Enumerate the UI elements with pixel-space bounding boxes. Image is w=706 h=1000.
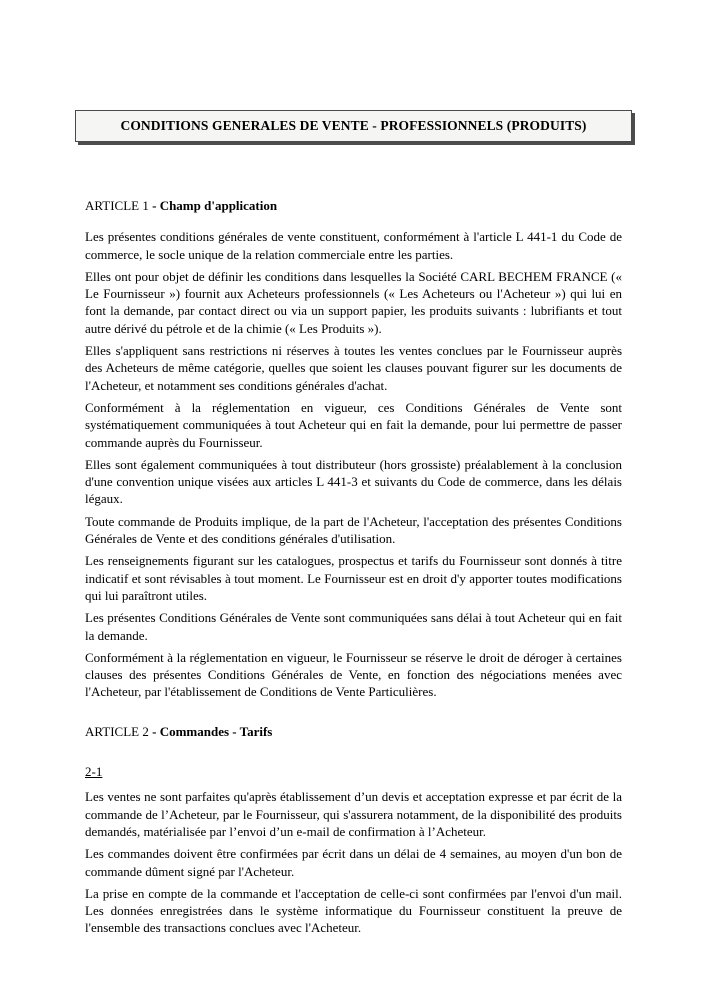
article-1-paragraph: Les renseignements figurant sur les catalogues, prospectus et tarifs du Fournisseur sont donnés à titre indicatif et sont révisables à tout moment. Le Fournisseur est en droit d'y apporter toutes modifications qui lui paraîtront utiles. xyxy=(85,553,622,603)
document-title-box xyxy=(75,110,632,142)
article-1-subject: - Champ d'application xyxy=(152,198,278,213)
article-2-paragraph: Les ventes ne sont parfaites qu'après établissement d’un devis et acceptation expresse et par écrit de la commande de l’Acheteur, par le Fournisseur, qui s'assurera notamment, de la disponibilité des produits demandés, matérialisée par l’envoi d’un e-mail de confirmation à l’Acheteur. xyxy=(85,789,622,839)
article-2-subject: - Commandes - Tarifs xyxy=(152,723,273,739)
article-1-heading xyxy=(85,197,622,214)
article-1-paragraph: Toute commande de Produits implique, de la part de l'Acheteur, l'acceptation des présentes Conditions Générales de Vente et des conditions générales d'utilisation. xyxy=(85,513,622,547)
document-title: CONDITIONS GENERALES DE VENTE - PROFESSIONNELS (PRODUITS) xyxy=(120,118,587,133)
section-label-2-1: 2-1 xyxy=(85,764,103,780)
article-1-number: ARTICLE 1 xyxy=(85,198,153,213)
article-2-heading xyxy=(85,723,622,740)
article-2-number: ARTICLE 2 xyxy=(85,723,153,739)
article-1-paragraph: Les présentes Conditions Générales de Vente sont communiquées sans délai à tout Acheteur qui en fait la demande. xyxy=(85,610,622,643)
article-1-paragraph: Elles ont pour objet de définir les conditions dans lesquelles la Société CARL BECHEM FRANCE (« Le Fournisseur ») fournit aux Acheteurs professionnels (« Les Acheteurs ou l'Acheteur ») qui lui en font la demande, par contact direct ou via un support papier, les produits suivants : lubrifiants et tout autre dérivé du pétrole et de la chimie (« Les Produits »). xyxy=(85,268,622,336)
article-1-paragraph: Conformément à la réglementation en vigueur, ces Conditions Générales de Vente sont systématiquement communiquées à tout Acheteur qui en fait la demande, pour lui permettre de passer commande auprès du Fournisseur. xyxy=(85,399,622,450)
article-1-paragraph: Elles s'appliquent sans restrictions ni réserves à toutes les ventes conclues par le Fournisseur auprès des Acheteurs de même catégorie, quelles que soient les clauses pouvant figurer sur les documents de l'Acheteur, et notamment ses conditions générales d'achat. xyxy=(85,343,622,393)
article-1-paragraph: Elles sont également communiquées à tout distributeur (hors grossiste) préalablement à la conclusion d'une convention unique visées aux articles L 441-3 et suivants du Code de commerce, dans les délais légaux. xyxy=(85,456,622,507)
article-1-paragraph: Conformément à la réglementation en vigueur, le Fournisseur se réserve le droit de déroger à certaines clauses des présentes Conditions Générales de Vente, en fonction des négociations menées avec l'Acheteur, par l'établissement de Conditions de Vente Particulières. xyxy=(85,649,622,700)
article-1-paragraph: Les présentes conditions générales de vente constituent, conformément à l'article L 441-1 du Code de commerce, le socle unique de la relation commerciale entre les parties. xyxy=(85,229,622,262)
article-2-paragraph: Les commandes doivent être confirmées par écrit dans un délai de 4 semaines, au moyen d'un bon de commande dûment signé par l'Acheteur. xyxy=(85,846,622,879)
article-2-paragraph: La prise en compte de la commande et l'acceptation de celle-ci sont confirmées par l'envoi d'un mail. Les données enregistrées dans le système informatique du Fournisseur constituent la preuve de l'ensemble des transactions conclues avec l'Acheteur. xyxy=(85,885,622,936)
